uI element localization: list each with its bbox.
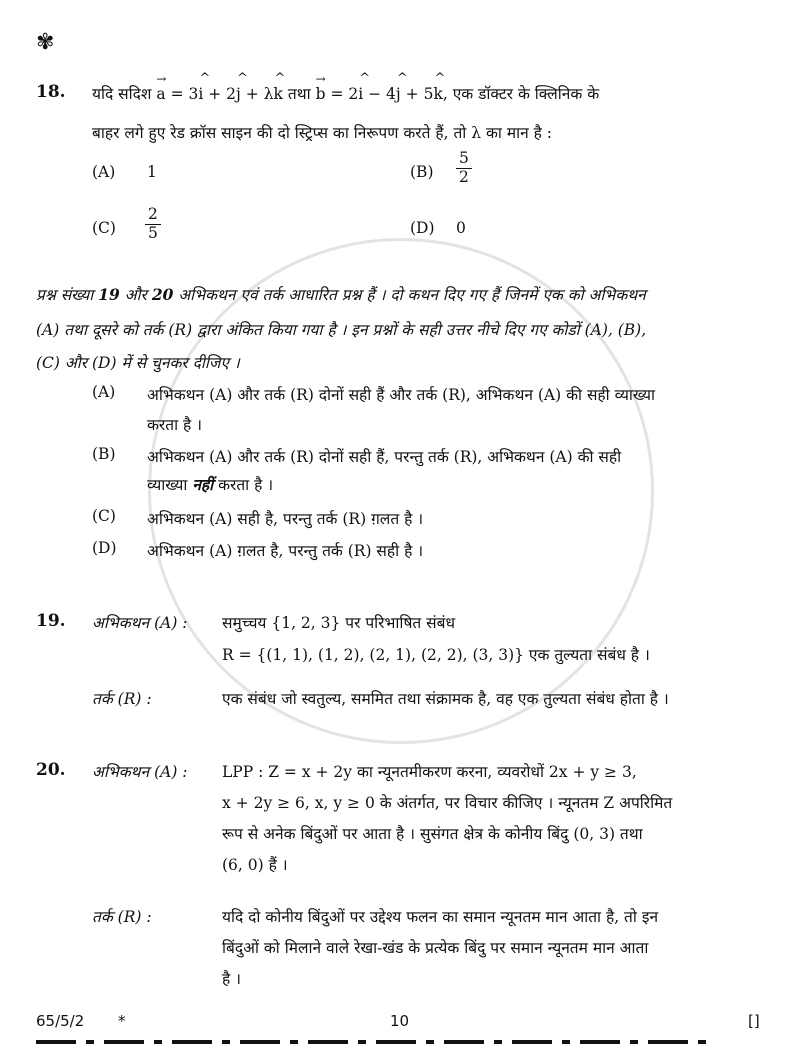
q18-minus4: − 4 [368,85,396,103]
q19-reason-line1: एक संबंध जो स्वतुल्य, सममित तथा संक्रामक है, वह एक तुल्यता संबंध होता है । [222,690,669,708]
paper-star: * [118,1012,126,1030]
footer-dash-rule [36,1040,764,1044]
unit-j: ^ j [236,71,248,103]
q18-statement-line1 [92,71,600,104]
instructions-line1: प्रश्न संख्या 19 और 20 अभिकथन एवं तर्क आधारित प्रश्न हैं । दो कथन दिए गए हैं जिनमें एक को अभिकथन [36,285,646,304]
vector-b: → b [315,72,326,103]
q20-assertion-line2: x + 2y ≥ 6, x, y ≥ 0 के अंतर्गत, पर विचार कीजिए । न्यूनतम Z अपरिमित [222,794,673,812]
q18-plus5: + 5 [405,85,434,103]
q20-reason-line1: यदि दो कोनीय बिंदुओं पर उद्देश्य फलन का समान न्यूनतम मान आता है, तो इन [222,908,659,926]
q20-reason-line2: बिंदुओं को मिलाने वाले रेखा-खंड के प्रत्येक बिंदु पर समान न्यूनतम मान आता [222,939,649,957]
q18-option-c-label: (C) [92,219,116,237]
instructions-q19: 19 [98,285,120,304]
code-c-label: (C) [92,507,116,525]
q18-option-b-fraction [456,150,472,187]
instructions-q20: 20 [151,285,174,304]
unit-k: ^ k [273,71,286,103]
code-d-line1: अभिकथन (A) ग़लत है, परन्तु तर्क (R) सही है । [147,542,424,560]
q19-assertion-line2: R = {(1, 1), (1, 2), (2, 1), (2, 2), (3, 3)} एक तुल्यता संबंध है । [222,646,650,664]
q19-assertion-line1: समुच्चय {1, 2, 3} पर परिभाषित संबंध [222,614,456,632]
q18-plus-lambda: + λ [245,85,274,103]
q18-option-c-denominator: 5 [148,223,158,242]
paper-code: 65/5/2 [36,1012,85,1030]
code-a-line2: करता है । [147,416,203,434]
q18-suffix: , एक डॉक्टर के क्लिनिक के [442,85,600,103]
unit-i-b: ^ i [358,71,371,103]
unit-i: ^ i [198,71,211,103]
q18-tatha: तथा [287,85,311,103]
q19-number: 19. [36,611,66,631]
q18-prefix: यदि सदिश [92,85,152,103]
q20-reason-label: तर्क (R) : [92,908,152,926]
q18-statement-line2: बाहर लगे हुए रेड क्रॉस साइन की दो स्ट्रिप्स का निरूपण करते हैं, तो λ का मान है : [92,124,553,142]
code-a-line1: अभिकथन (A) और तर्क (R) दोनों सही हैं और तर्क (R), अभिकथन (A) की सही व्याख्या [147,386,655,404]
code-b-not: नहीं [192,475,214,494]
q20-assertion-line1: LPP : Z = x + 2y का न्यूनतमीकरण करना, व्यवरोधों 2x + y ≥ 3, [222,763,637,781]
q18-option-a-value: 1 [147,163,157,181]
q18-option-d-label: (D) [410,219,435,237]
page-number: 10 [390,1012,410,1030]
code-d-label: (D) [92,539,117,557]
code-b-line2: व्याख्या नहीं करता है । [147,475,274,494]
q18-option-b-label: (B) [410,163,434,181]
instructions-line3: (C) और (D) में से चुनकर दीजिए । [36,354,240,372]
q19-assertion-label: अभिकथन (A) : [92,614,188,632]
q20-assertion-label: अभिकथन (A) : [92,763,188,781]
q18-option-d-value: 0 [456,219,466,237]
code-c-line1: अभिकथन (A) सही है, परन्तु तर्क (R) ग़लत है । [147,510,424,528]
q18-option-a-label: (A) [92,163,116,181]
code-b-label: (B) [92,445,116,463]
q20-assertion-line4: (6, 0) हैं । [222,856,288,874]
q19-reason-label: तर्क (R) : [92,690,152,708]
footer-box: [] [748,1012,760,1030]
q18-option-b-denominator: 2 [459,167,469,186]
q18-number: 18. [36,82,66,102]
code-b-line1: अभिकथन (A) और तर्क (R) दोनों सही हैं, परन्तु तर्क (R), अभिकथन (A) की सही [147,448,622,466]
q20-reason-line3: है । [222,970,242,988]
q18-eq-a: = 3 [170,85,199,103]
unit-k-b: ^ k [433,71,446,103]
q20-number: 20. [36,760,66,780]
unit-j-b: ^ j [395,71,408,103]
q18-option-c-numerator: 2 [145,206,161,225]
vector-a: → a [156,72,167,103]
q18-option-c-fraction [145,206,161,243]
instructions-line2: (A) तथा दूसरे को तर्क (R) द्वारा अंकित किया गया है । इन प्रश्नों के सही उत्तर नीचे दिए गए कोडों (A), (B), [36,321,647,339]
q18-eq-b: = 2 [330,85,359,103]
q18-option-b-numerator: 5 [456,150,472,169]
fleuron-icon: ✾ [36,30,55,55]
q20-assertion-line3: रूप से अनेक बिंदुओं पर आता है । सुसंगत क्षेत्र के कोनीय बिंदु (0, 3) तथा [222,825,643,843]
code-a-label: (A) [92,383,116,401]
q18-plus2: + 2 [208,85,237,103]
